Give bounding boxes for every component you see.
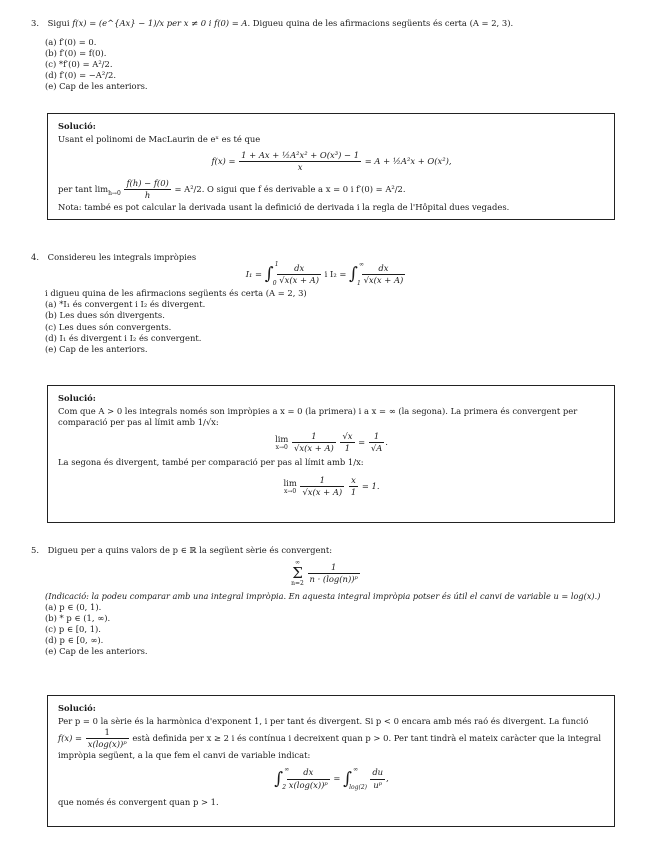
series-equation <box>31 560 621 587</box>
problem-4-options <box>45 299 621 354</box>
option-a: (a) f′(0) = 0. <box>45 37 97 48</box>
problem-3-statement: 3. Sigui f(x) = (e^{Ax} − 1)/x per x ≠ 0 i f(0) = A. Digueu quina de les afirmacions següents és certa (A = 2, 3). <box>31 18 514 28</box>
limit-equation-2: lim x→0 $\frac{1}{√x(x + A)}$ $\frac{x}{1}$ = 1. <box>283 474 380 497</box>
option-d: (d) f′(0) = −A²/2. <box>45 70 116 81</box>
fraction: $\frac{dx}{√x(x + A)}$ <box>279 263 319 286</box>
solution-title: Solució: <box>58 703 96 713</box>
problem-3 <box>31 18 621 93</box>
fraction: $\frac{du}{\text{uᵖ}}$ <box>372 767 384 790</box>
solution-title: Solució: <box>58 121 96 131</box>
fraction: $\frac{1}{\text{n · (log(n))ᵖ}}$ <box>309 562 358 585</box>
option-b: (b) Les dues són divergents. <box>45 310 165 321</box>
limit: lim x→0 <box>283 477 297 495</box>
problem-5-hint: (Indicació: la podeu comparar amb una integral impròpia. En aquesta integral impròpia potser és útil el canvi de variable u = log(x).) <box>45 591 601 602</box>
limit-equation-1: lim x→0 $\frac{1}{√x(x + A)}$ $\frac{√x}{1}$ = $\frac{1}{√A}$ . <box>275 431 388 454</box>
fraction: $\frac{f(h) - f(0)}{h}$ <box>126 178 169 201</box>
fraction: $\frac{dx}{\text{x(log(x))ᵖ}}$ <box>288 767 328 790</box>
limit: lim x→0 <box>275 434 289 452</box>
solution-box-4 <box>47 385 615 523</box>
problem-4 <box>31 252 621 355</box>
problem-number: 4. <box>31 252 39 262</box>
option-c: (c) p ∈ [0, 1). <box>45 624 101 635</box>
fraction: $\frac{1}{√x(x + A)}$ <box>294 431 334 454</box>
problem-5-options <box>45 602 621 657</box>
problem-5-statement: 5. Digueu per a quins valors de p ∈ ℝ la següent sèrie és convergent: <box>31 545 333 555</box>
solution-line: Usant el polinomi de MacLaurin de eˣ es té que <box>58 134 261 145</box>
fraction: $\frac{1}{\text{x(log(x))ᵖ}}$ <box>87 727 127 750</box>
option-b: (b) * p ∈ (1, ∞). <box>45 613 111 624</box>
integral-sign: ∫ ∞ 1 <box>349 261 365 287</box>
solution-line: f(x) = $\frac{1}{\text{x(log(x))ᵖ}}$ està definida per x ≥ 2 i és contínua i decreixent quan p > 0. Per tant tindrà el mateix caràcter que la integral <box>58 727 601 750</box>
solution-line: per tant $\lim_{h\to 0}$ $\frac{f(h) - f(0)}{h}$ = A²/2. O sigui que f és derivable a x = 0 i f′(0) = A²/2. <box>58 178 406 201</box>
integral-sign: ∫ ∞ 2 <box>274 765 290 792</box>
problem-3-options <box>45 37 621 92</box>
fraction: $\frac{\text{1 + Ax + ½A²x² + O(x³) − 1}}{x}$ <box>241 150 360 173</box>
option-a: (a) p ∈ (0, 1). <box>45 601 102 612</box>
problem-number: 3. <box>31 18 39 28</box>
option-e: (e) Cap de les anteriors. <box>45 646 148 657</box>
option-d: (d) p ∈ [0, ∞). <box>45 635 104 646</box>
fraction: $\frac{x}{1}$ <box>350 474 357 497</box>
problem-number: 5. <box>31 545 39 555</box>
solution-title: Solució: <box>58 393 96 403</box>
solution-note: Nota: també es pot calcular la derivada usant la definició de derivada i la regla de l'Hôpital dues vegades. <box>58 201 510 212</box>
option-e: (e) Cap de les anteriors. <box>45 81 148 92</box>
option-e: (e) Cap de les anteriors. <box>45 343 148 354</box>
solution-line: Per p = 0 la sèrie és la harmònica d'exponent 1, i per tant és divergent. Si p < 0 encara amb més raó és divergent. La funció <box>58 716 589 727</box>
solution-line: La segona és divergent, també per comparació per pas al límit amb 1/x: <box>58 457 364 468</box>
fraction: $\frac{1}{√A}$ <box>370 431 383 454</box>
integral-sign: ∫ 1 0 <box>264 261 279 287</box>
integral-sign: ∫ ∞ log(2) <box>343 765 367 792</box>
fraction: $\frac{dx}{√x(x + A)}$ <box>363 263 404 286</box>
fraction: $\frac{1}{√x(x + A)}$ <box>302 474 343 497</box>
maclaurin-equation: f(x) = $\frac{\text{1 + Ax + ½A²x² + O(x³) − 1}}{x}$ = A + ½A²x + O(x²), <box>211 150 452 173</box>
option-b: (b) f′(0) = f(0). <box>45 48 107 59</box>
solution-line: Com que A > 0 les integrals només son impròpies a x = 0 (la primera) i a x = ∞ (la segona). La primera és convergent per comparació per pas al límit amb 1/√x: <box>58 406 578 428</box>
problem-4-statement: 4. Considereu les integrals impròpies <box>31 252 197 262</box>
problem-5 <box>31 545 621 657</box>
option-c: (c) *f′(0) = A²/2. <box>45 59 113 70</box>
substitution-equation: ∫ ∞ 2 $\frac{dx}{\text{x(log(x))ᵖ}}$ = ∫ ∞ log(2) $\frac{du}{\text{uᵖ}}$ , <box>274 765 389 792</box>
summation: ∞ Σ n=2 <box>291 559 304 588</box>
solution-box-3 <box>47 113 615 220</box>
solution-line: impròpia següent, a la que fem el canvi de variable indicat: <box>58 750 311 761</box>
option-c: (c) Les dues són convergents. <box>45 321 172 332</box>
solution-box-5 <box>47 695 615 827</box>
integrals-equation: I₁ = ∫ 1 0 $\frac{dx}{√x(x + A)}$ i I₂ = ∫ ∞ 1 $\frac{dx}{√x(x + A)}$ <box>245 261 404 287</box>
option-d: (d) I₁ és divergent i I₂ és convergent. <box>45 332 202 343</box>
problem-4-question: i digueu quina de les afirmacions següents és certa (A = 2, 3) <box>45 288 307 299</box>
solution-line: que només és convergent quan p > 1. <box>58 796 219 807</box>
fraction: $\frac{√x}{1}$ <box>342 431 353 454</box>
option-a: (a) *I₁ és convergent i I₂ és divergent. <box>45 299 206 310</box>
